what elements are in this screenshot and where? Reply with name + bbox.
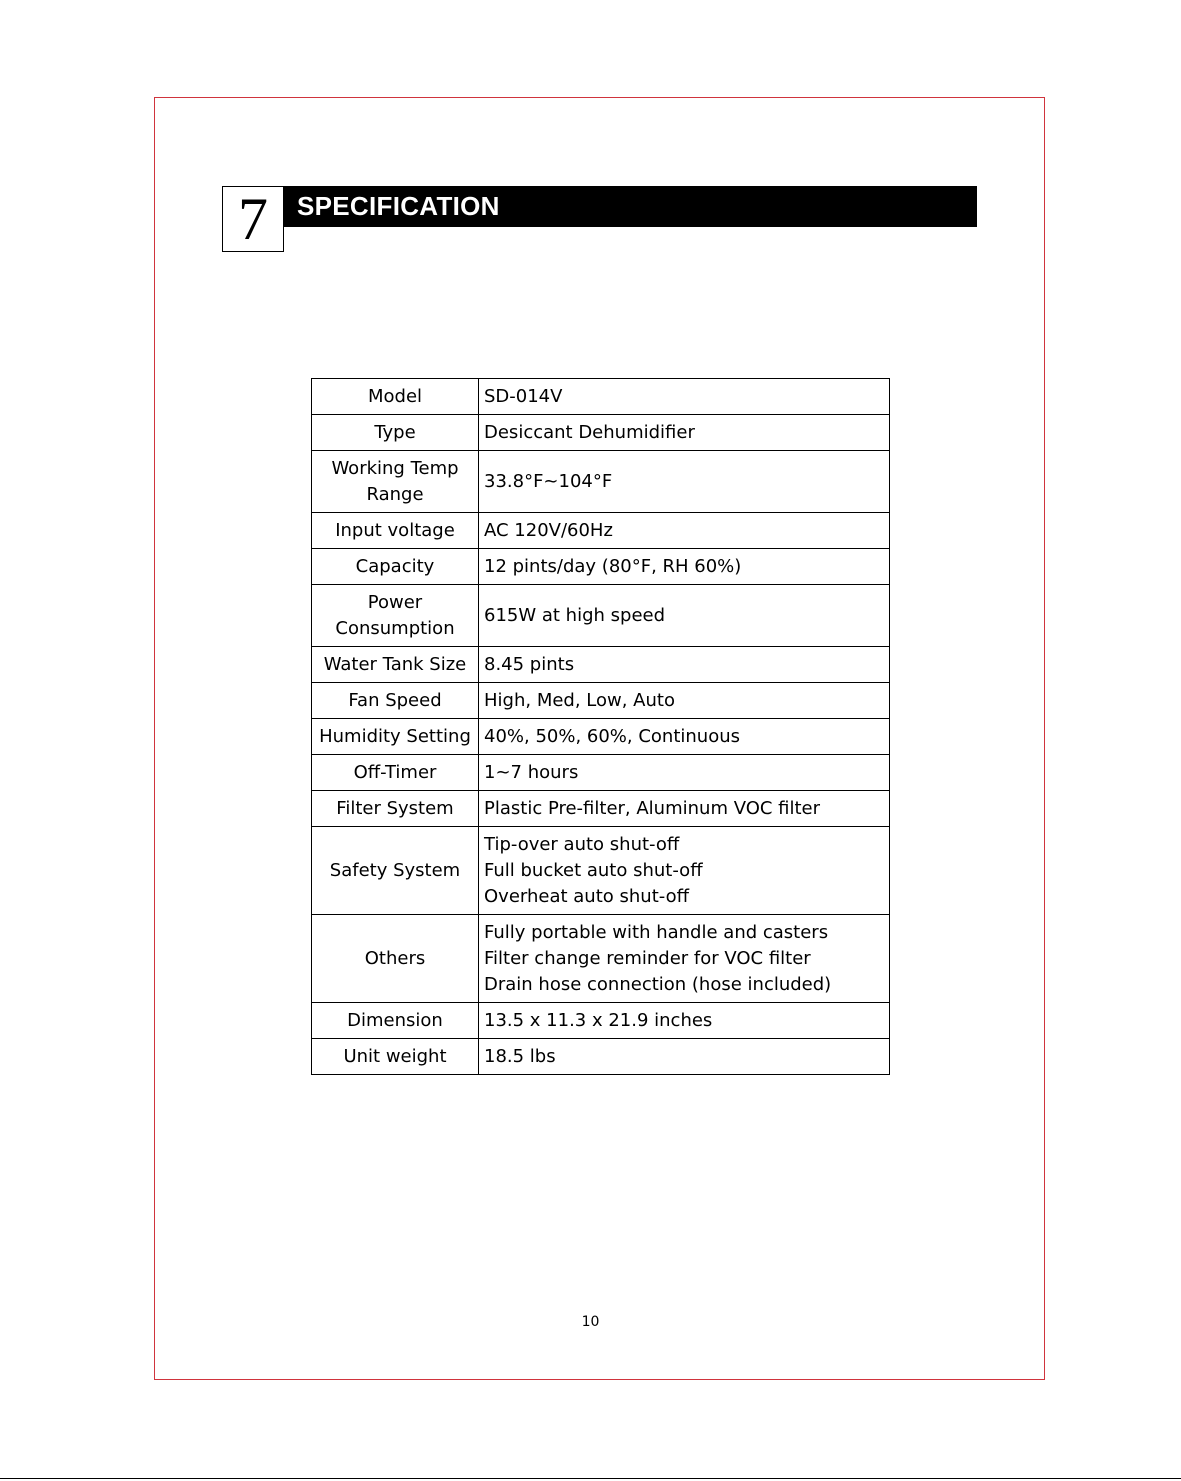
table-row [312, 791, 890, 827]
spec-value: 615W at high speed [479, 585, 890, 647]
table-row [312, 415, 890, 451]
spec-value: 1~7 hours [479, 755, 890, 791]
spec-label: Type [312, 415, 479, 451]
spec-label: Safety System [312, 827, 479, 915]
table-row [312, 915, 890, 1003]
spec-label: Working Temp Range [312, 451, 479, 513]
section-title: SPECIFICATION [297, 191, 500, 221]
spec-label: Humidity Setting [312, 719, 479, 755]
spec-value: High, Med, Low, Auto [479, 683, 890, 719]
spec-label: Water Tank Size [312, 647, 479, 683]
section-number: 7 [222, 186, 284, 252]
spec-value: 13.5 x 11.3 x 21.9 inches [479, 1003, 890, 1039]
table-row [312, 513, 890, 549]
table-row [312, 647, 890, 683]
spec-label: Off-Timer [312, 755, 479, 791]
spec-value: SD-014V [479, 379, 890, 415]
table-row [312, 1039, 890, 1075]
spec-value: AC 120V/60Hz [479, 513, 890, 549]
spec-value: 18.5 lbs [479, 1039, 890, 1075]
spec-value: Plastic Pre-filter, Aluminum VOC filter [479, 791, 890, 827]
spec-label: Filter System [312, 791, 479, 827]
table-row [312, 549, 890, 585]
specification-table [311, 378, 890, 1075]
spec-label: Capacity [312, 549, 479, 585]
spec-value: Tip-over auto shut-off Full bucket auto shut-off Overheat auto shut-off [479, 827, 890, 915]
table-row [312, 585, 890, 647]
table-row [312, 379, 890, 415]
table-row [312, 683, 890, 719]
spec-label: Dimension [312, 1003, 479, 1039]
section-title-bar [284, 186, 977, 227]
spec-label: Unit weight [312, 1039, 479, 1075]
spec-value: 40%, 50%, 60%, Continuous [479, 719, 890, 755]
spec-value: 12 pints/day (80°F, RH 60%) [479, 549, 890, 585]
spec-value: Desiccant Dehumidifier [479, 415, 890, 451]
spec-label: Power Consumption [312, 585, 479, 647]
spec-value: 33.8°F~104°F [479, 451, 890, 513]
spec-value: 8.45 pints [479, 647, 890, 683]
page-number: 10 [581, 1314, 600, 1330]
spec-label: Input voltage [312, 513, 479, 549]
table-row [312, 719, 890, 755]
table-row [312, 827, 890, 915]
spec-label: Model [312, 379, 479, 415]
table-row [312, 451, 890, 513]
spec-label: Others [312, 915, 479, 1003]
spec-label: Fan Speed [312, 683, 479, 719]
table-row [312, 1003, 890, 1039]
bottom-divider [0, 1478, 1181, 1479]
table-row [312, 755, 890, 791]
spec-value: Fully portable with handle and casters Filter change reminder for VOC filter Drain hose connection (hose included) [479, 915, 890, 1003]
